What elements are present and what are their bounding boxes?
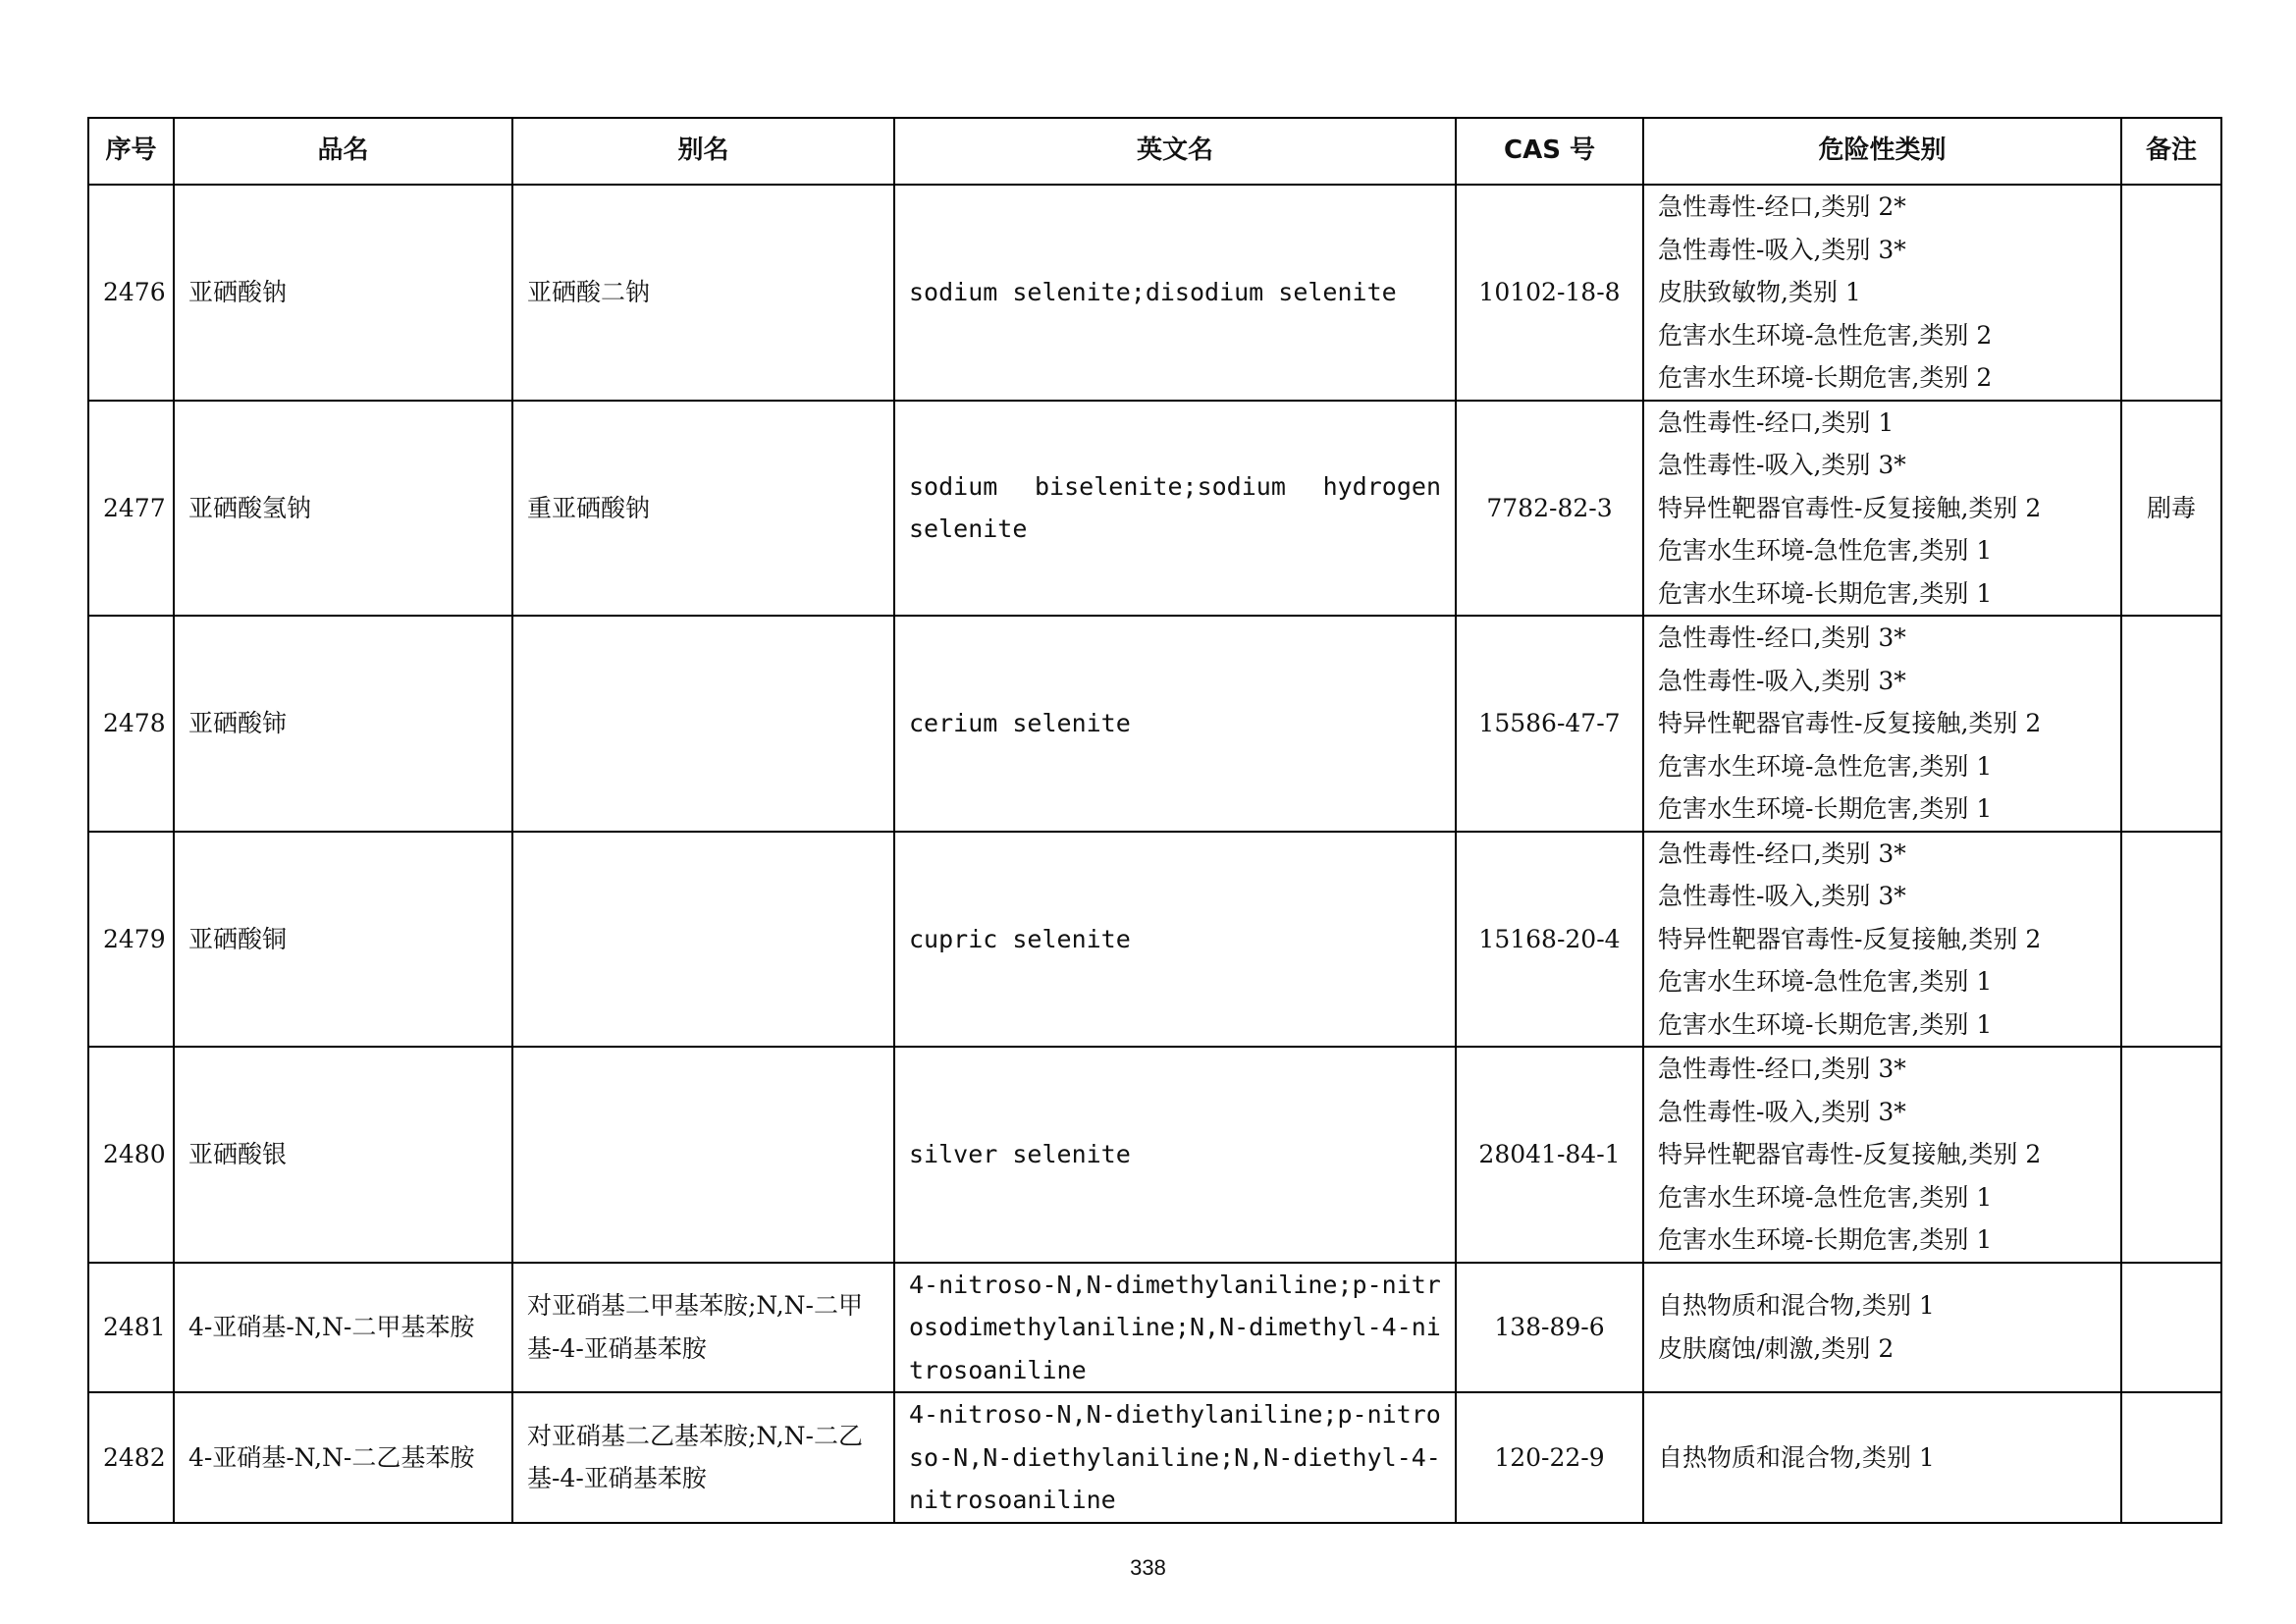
header-hazard-category: 危险性类别 bbox=[1643, 118, 2121, 185]
cell-remarks bbox=[2121, 185, 2221, 401]
cell-english-name: cupric selenite bbox=[894, 832, 1456, 1048]
cell-hazard-category bbox=[1643, 1263, 2121, 1393]
cell-serial-number: 2480 bbox=[88, 1047, 174, 1263]
cell-hazard-category bbox=[1643, 1047, 2121, 1263]
header-english-name: 英文名 bbox=[894, 118, 1456, 185]
cell-english-name: silver selenite bbox=[894, 1047, 1456, 1263]
hazard-line: 特异性靶器官毒性-反复接触,类别 2 bbox=[1658, 493, 2042, 522]
cell-product-name: 亚硒酸铈 bbox=[174, 616, 512, 832]
header-cas-number: CAS 号 bbox=[1456, 118, 1643, 185]
cell-remarks bbox=[2121, 1392, 2221, 1523]
hazard-line: 急性毒性-经口,类别 3* bbox=[1658, 623, 1906, 652]
cell-alias bbox=[512, 1047, 894, 1263]
cell-serial-number: 2479 bbox=[88, 832, 174, 1048]
hazard-line: 急性毒性-吸入,类别 3* bbox=[1658, 666, 1906, 695]
hazard-line: 特异性靶器官毒性-反复接触,类别 2 bbox=[1658, 709, 2042, 737]
hazard-line: 危害水生环境-长期危害,类别 1 bbox=[1658, 1009, 1993, 1039]
cell-remarks bbox=[2121, 1047, 2221, 1263]
cell-product-name: 亚硒酸氢钠 bbox=[174, 401, 512, 617]
cell-alias bbox=[512, 832, 894, 1048]
cell-remarks bbox=[2121, 616, 2221, 832]
cell-serial-number: 2481 bbox=[88, 1263, 174, 1393]
cell-remarks: 剧毒 bbox=[2121, 401, 2221, 617]
cell-cas-number: 28041-84-1 bbox=[1456, 1047, 1643, 1263]
cell-cas-number: 15586-47-7 bbox=[1456, 616, 1643, 832]
cell-english-name: sodium biselenite;sodium hydrogen selenite bbox=[894, 401, 1456, 617]
cell-alias: 重亚硒酸钠 bbox=[512, 401, 894, 617]
cell-cas-number: 15168-20-4 bbox=[1456, 832, 1643, 1048]
hazard-line: 危害水生环境-急性危害,类别 1 bbox=[1658, 967, 1993, 996]
cell-hazard-category bbox=[1643, 1392, 2121, 1523]
cell-cas-number: 7782-82-3 bbox=[1456, 401, 1643, 617]
table-row bbox=[88, 616, 2221, 832]
cell-cas-number: 120-22-9 bbox=[1456, 1392, 1643, 1523]
hazard-line: 危害水生环境-长期危害,类别 1 bbox=[1658, 1225, 1993, 1254]
cell-remarks bbox=[2121, 1263, 2221, 1393]
cell-alias bbox=[512, 616, 894, 832]
cell-alias: 对亚硝基二甲基苯胺;N,N-二甲基-4-亚硝基苯胺 bbox=[512, 1263, 894, 1393]
table-header-row bbox=[88, 118, 2221, 185]
cell-serial-number: 2482 bbox=[88, 1392, 174, 1523]
header-product-name: 品名 bbox=[174, 118, 512, 185]
header-serial-number: 序号 bbox=[88, 118, 174, 185]
hazard-line: 自热物质和混合物,类别 1 bbox=[1658, 1442, 1935, 1472]
cell-product-name: 亚硒酸钠 bbox=[174, 185, 512, 401]
cell-serial-number: 2478 bbox=[88, 616, 174, 832]
hazard-line: 危害水生环境-急性危害,类别 2 bbox=[1658, 320, 1993, 350]
hazard-line: 急性毒性-经口,类别 2* bbox=[1658, 192, 1906, 221]
hazard-line: 危害水生环境-长期危害,类别 2 bbox=[1658, 363, 1993, 392]
table-row bbox=[88, 832, 2221, 1048]
cell-alias: 亚硒酸二钠 bbox=[512, 185, 894, 401]
cell-hazard-category bbox=[1643, 616, 2121, 832]
hazard-line: 急性毒性-吸入,类别 3* bbox=[1658, 235, 1906, 264]
cell-hazard-category bbox=[1643, 185, 2121, 401]
hazard-line: 急性毒性-吸入,类别 3* bbox=[1658, 882, 1906, 910]
hazard-line: 急性毒性-经口,类别 1 bbox=[1658, 407, 1895, 437]
cell-product-name: 4-亚硝基-N,N-二甲基苯胺 bbox=[174, 1263, 512, 1393]
hazard-line: 危害水生环境-长期危害,类别 1 bbox=[1658, 578, 1993, 608]
cell-remarks bbox=[2121, 832, 2221, 1048]
cell-english-name: sodium selenite;disodium selenite bbox=[894, 185, 1456, 401]
table-row bbox=[88, 1047, 2221, 1263]
hazard-line: 危害水生环境-急性危害,类别 1 bbox=[1658, 751, 1993, 781]
hazard-line: 特异性靶器官毒性-反复接触,类别 2 bbox=[1658, 1140, 2042, 1168]
hazard-line: 危害水生环境-急性危害,类别 1 bbox=[1658, 536, 1993, 565]
hazard-line: 急性毒性-经口,类别 3* bbox=[1658, 839, 1906, 868]
cell-product-name: 4-亚硝基-N,N-二乙基苯胺 bbox=[174, 1392, 512, 1523]
hazardous-chemicals-table bbox=[87, 117, 2222, 1524]
hazard-line: 急性毒性-吸入,类别 3* bbox=[1658, 451, 1906, 479]
cell-english-name: 4-nitroso-N,N-diethylaniline;p-nitroso-N,N-diethylaniline;N,N-diethyl-4-nitrosoaniline bbox=[894, 1392, 1456, 1523]
hazard-line: 特异性靶器官毒性-反复接触,类别 2 bbox=[1658, 924, 2042, 953]
cell-serial-number: 2477 bbox=[88, 401, 174, 617]
cell-cas-number: 138-89-6 bbox=[1456, 1263, 1643, 1393]
header-alias: 别名 bbox=[512, 118, 894, 185]
table-row bbox=[88, 401, 2221, 617]
hazard-line: 皮肤致敏物,类别 1 bbox=[1658, 278, 1861, 306]
cell-product-name: 亚硒酸银 bbox=[174, 1047, 512, 1263]
cell-english-name: 4-nitroso-N,N-dimethylaniline;p-nitrosodimethylaniline;N,N-dimethyl-4-nitrosoaniline bbox=[894, 1263, 1456, 1393]
table-row bbox=[88, 1392, 2221, 1523]
cell-alias: 对亚硝基二乙基苯胺;N,N-二乙基-4-亚硝基苯胺 bbox=[512, 1392, 894, 1523]
hazard-line: 急性毒性-经口,类别 3* bbox=[1658, 1055, 1906, 1083]
page-number: 338 bbox=[1130, 1555, 1166, 1580]
hazard-line: 皮肤腐蚀/刺激,类别 2 bbox=[1658, 1333, 1895, 1363]
cell-cas-number: 10102-18-8 bbox=[1456, 185, 1643, 401]
header-remarks: 备注 bbox=[2121, 118, 2221, 185]
hazard-line: 危害水生环境-急性危害,类别 1 bbox=[1658, 1182, 1993, 1212]
table-row bbox=[88, 1263, 2221, 1393]
cell-hazard-category bbox=[1643, 832, 2121, 1048]
cell-product-name: 亚硒酸铜 bbox=[174, 832, 512, 1048]
table-row bbox=[88, 185, 2221, 401]
hazard-line: 危害水生环境-长期危害,类别 1 bbox=[1658, 794, 1993, 823]
hazard-line: 急性毒性-吸入,类别 3* bbox=[1658, 1097, 1906, 1126]
hazard-line: 自热物质和混合物,类别 1 bbox=[1658, 1291, 1935, 1321]
cell-english-name: cerium selenite bbox=[894, 616, 1456, 832]
cell-hazard-category bbox=[1643, 401, 2121, 617]
cell-serial-number: 2476 bbox=[88, 185, 174, 401]
